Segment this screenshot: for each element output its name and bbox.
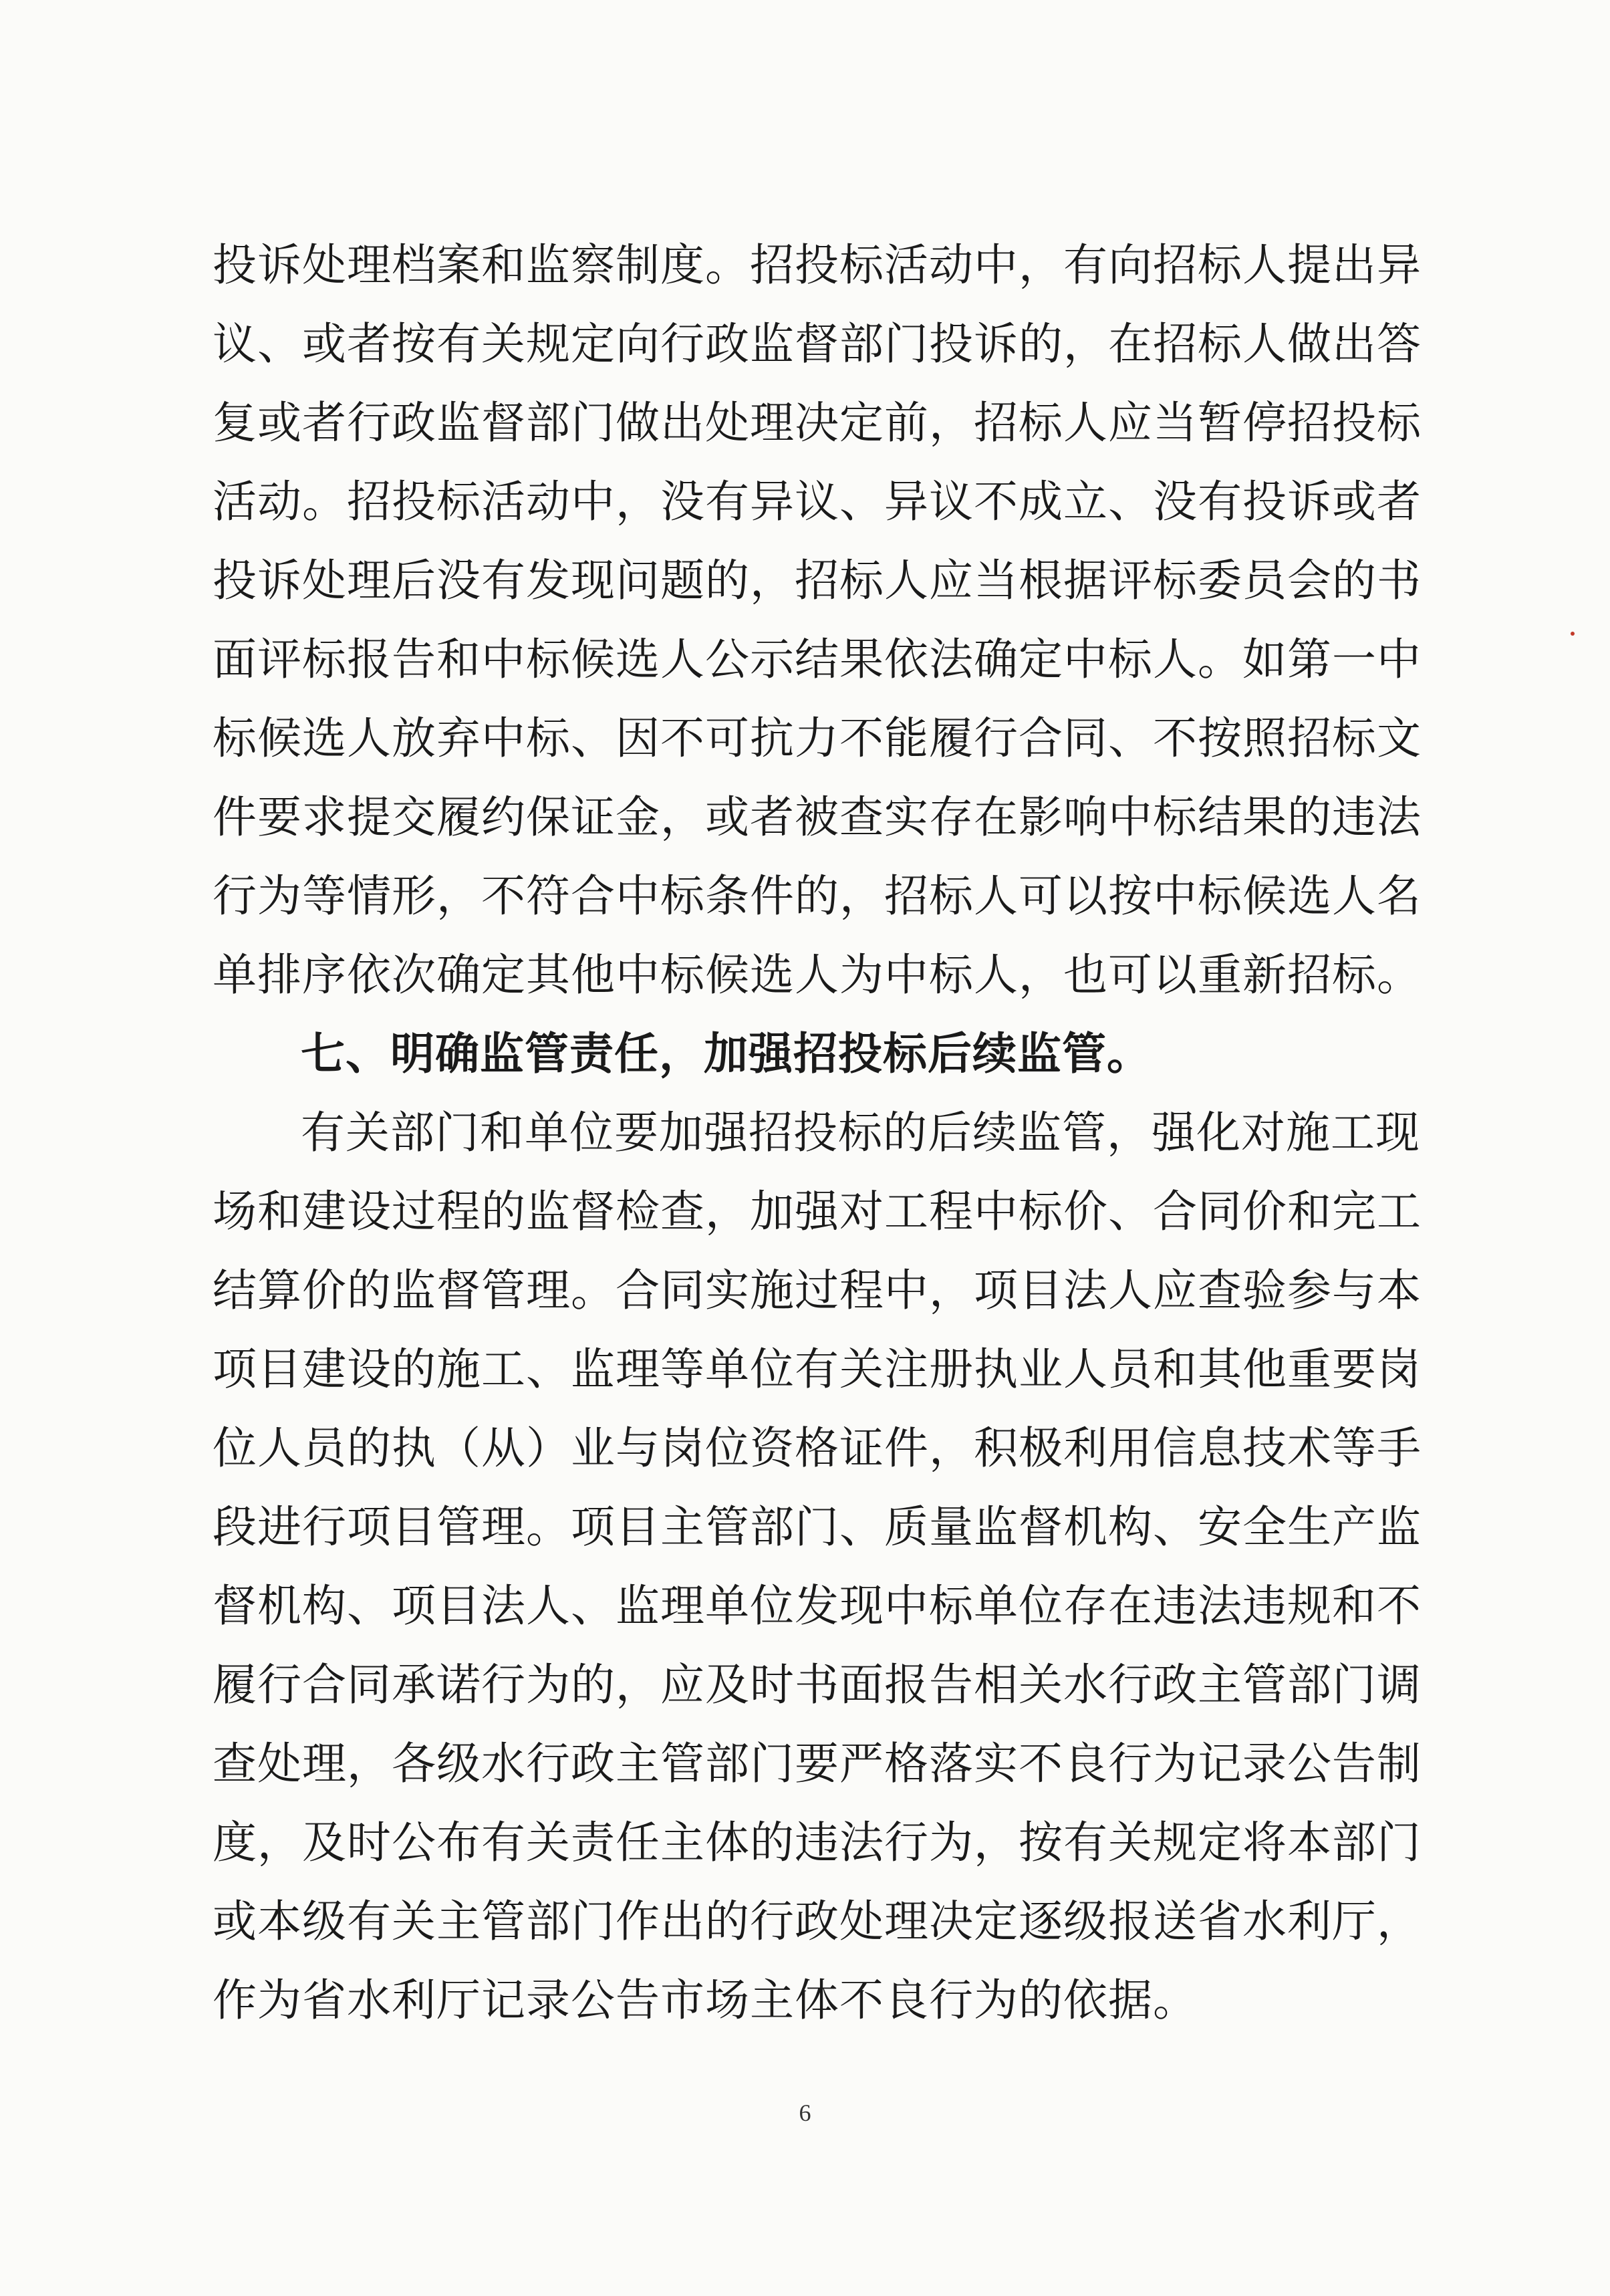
text-line: 项目建设的施工、监理等单位有关注册执业人员和其他重要岗 — [213, 1344, 1422, 1395]
text-line: 督机构、项目法人、监理单位发现中标单位存在违法违规和不 — [213, 1580, 1422, 1632]
text-line: 件要求提交履约保证金，或者被查实存在影响中标结果的违法 — [213, 791, 1422, 843]
text-line: 议、或者按有关规定向行政监督部门投诉的，在招标人做出答 — [213, 318, 1422, 370]
text-line: 行为等情形，不符合中标条件的，招标人可以按中标候选人名 — [213, 870, 1422, 922]
text-line: 段进行项目管理。项目主管部门、质量监督机构、安全生产监 — [213, 1501, 1422, 1553]
text-line: 面评标报告和中标候选人公示结果依法确定中标人。如第一中 — [213, 634, 1422, 685]
text-line: 结算价的监督管理。合同实施过程中，项目法人应查验参与本 — [213, 1265, 1422, 1316]
section-heading: 七、明确监管责任，加强招投标后续监管。 — [301, 1028, 1152, 1079]
scan-speck — [1571, 632, 1575, 636]
text-line: 单排序依次确定其他中标候选人为中标人，也可以重新招标。 — [213, 949, 1422, 1001]
text-line: 作为省水利厅记录公告市场主体不良行为的依据。 — [213, 1974, 1198, 2026]
text-line: 度，及时公布有关责任主体的违法行为，按有关规定将本部门 — [213, 1817, 1422, 1868]
body-text — [213, 226, 1422, 2040]
text-line: 复或者行政监督部门做出处理决定前，招标人应当暂停招投标 — [213, 397, 1422, 449]
text-line: 活动。招投标活动中，没有异议、异议不成立、没有投诉或者 — [213, 476, 1422, 527]
text-line: 标候选人放弃中标、因不可抗力不能履行合同、不按照招标文 — [213, 713, 1422, 764]
text-line: 履行合同承诺行为的，应及时书面报告相关水行政主管部门调 — [213, 1659, 1422, 1710]
text-line: 或本级有关主管部门作出的行政处理决定逐级报送省水利厅， — [213, 1896, 1422, 1947]
text-line: 投诉处理后没有发现问题的，招标人应当根据评标委员会的书 — [213, 555, 1422, 606]
text-line: 查处理，各级水行政主管部门要严格落实不良行为记录公告制 — [213, 1738, 1422, 1789]
page-number: 6 — [799, 2099, 811, 2126]
text-line: 位人员的执（从）业与岗位资格证件，积极利用信息技术等手 — [213, 1422, 1422, 1474]
text-line: 有关部门和单位要加强招投标的后续监管，强化对施工现 — [301, 1107, 1420, 1158]
text-line: 投诉处理档案和监察制度。招投标活动中，有向招标人提出异 — [213, 239, 1422, 291]
text-line: 场和建设过程的监督检查，加强对工程中标价、合同价和完工 — [213, 1186, 1422, 1237]
